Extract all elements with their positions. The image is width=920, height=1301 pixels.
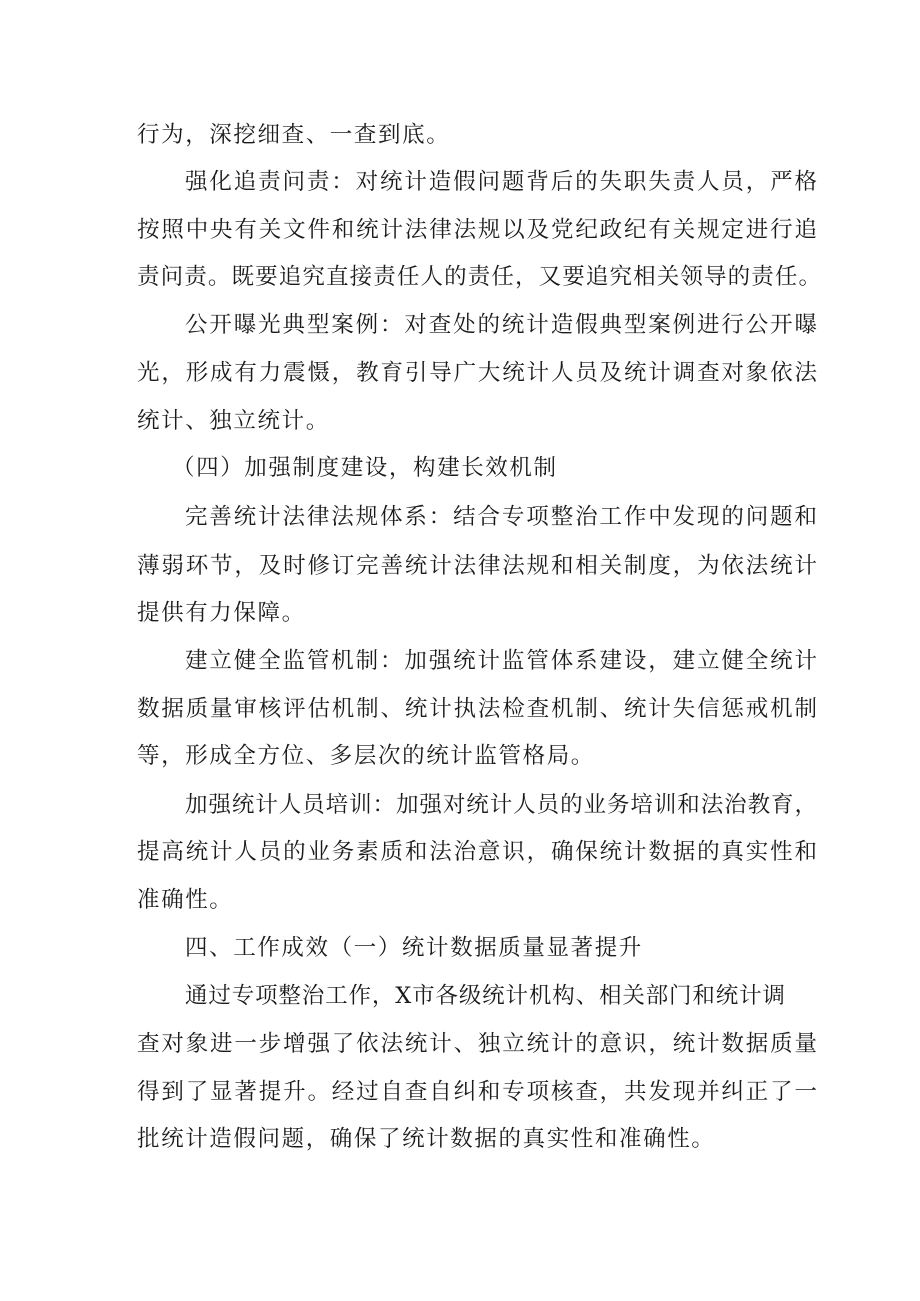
paragraph-line: 行为，深挖细查、一查到底。 xyxy=(137,122,451,148)
paragraph-line: 建立健全监管机制：加强统计监管体系建设，建立健全统计 xyxy=(185,648,817,674)
paragraph-line: 责问责。既要追究直接责任人的责任，又要追究相关领导的责任。 xyxy=(137,264,821,290)
paragraph-line: 准确性。 xyxy=(137,887,234,913)
paragraph-line: 完善统计法律法规体系：结合专项整治工作中发现的问题和 xyxy=(185,504,817,530)
section-heading: 四、工作成效（一）统计数据质量显著提升 xyxy=(185,935,643,961)
paragraph-line: 查对象进一步增强了依法统计、独立统计的意识，统计数据质量 xyxy=(137,1031,817,1057)
paragraph-line: 光，形成有力震慑，教育引导广大统计人员及统计调查对象依法 xyxy=(137,360,817,386)
paragraph-line: 通过专项整治工作，X市各级统计机构、相关部门和统计调 xyxy=(185,983,785,1009)
section-heading: （四）加强制度建设，构建长效机制 xyxy=(172,455,558,481)
paragraph-line: 批统计造假问题，确保了统计数据的真实性和准确性。 xyxy=(137,1126,716,1152)
paragraph-line: 得到了显著提升。经过自查自纠和专项核查，共发现并纠正了一 xyxy=(137,1079,817,1105)
paragraph-line: 等，形成全方位、多层次的统计监管格局。 xyxy=(137,743,595,769)
paragraph-line: 公开曝光典型案例：对查处的统计造假典型案例进行公开曝 xyxy=(185,312,817,338)
paragraph-line: 数据质量审核评估机制、统计执法检查机制、统计失信惩戒机制 xyxy=(137,696,817,722)
paragraph-line: 薄弱环节，及时修订完善统计法律法规和相关制度，为依法统计 xyxy=(137,553,817,579)
paragraph-line: 统计、独立统计。 xyxy=(137,408,330,434)
paragraph-line: 强化追责问责：对统计造假问题背后的失职失责人员，严格 xyxy=(185,169,817,195)
paragraph-line: 提高统计人员的业务素质和法治意识，确保统计数据的真实性和 xyxy=(137,839,817,865)
paragraph-line: 按照中央有关文件和统计法律法规以及党纪政纪有关规定进行追 xyxy=(137,217,817,243)
paragraph-line: 提供有力保障。 xyxy=(137,600,306,626)
paragraph-line: 加强统计人员培训：加强对统计人员的业务培训和法治教育， xyxy=(185,792,817,818)
